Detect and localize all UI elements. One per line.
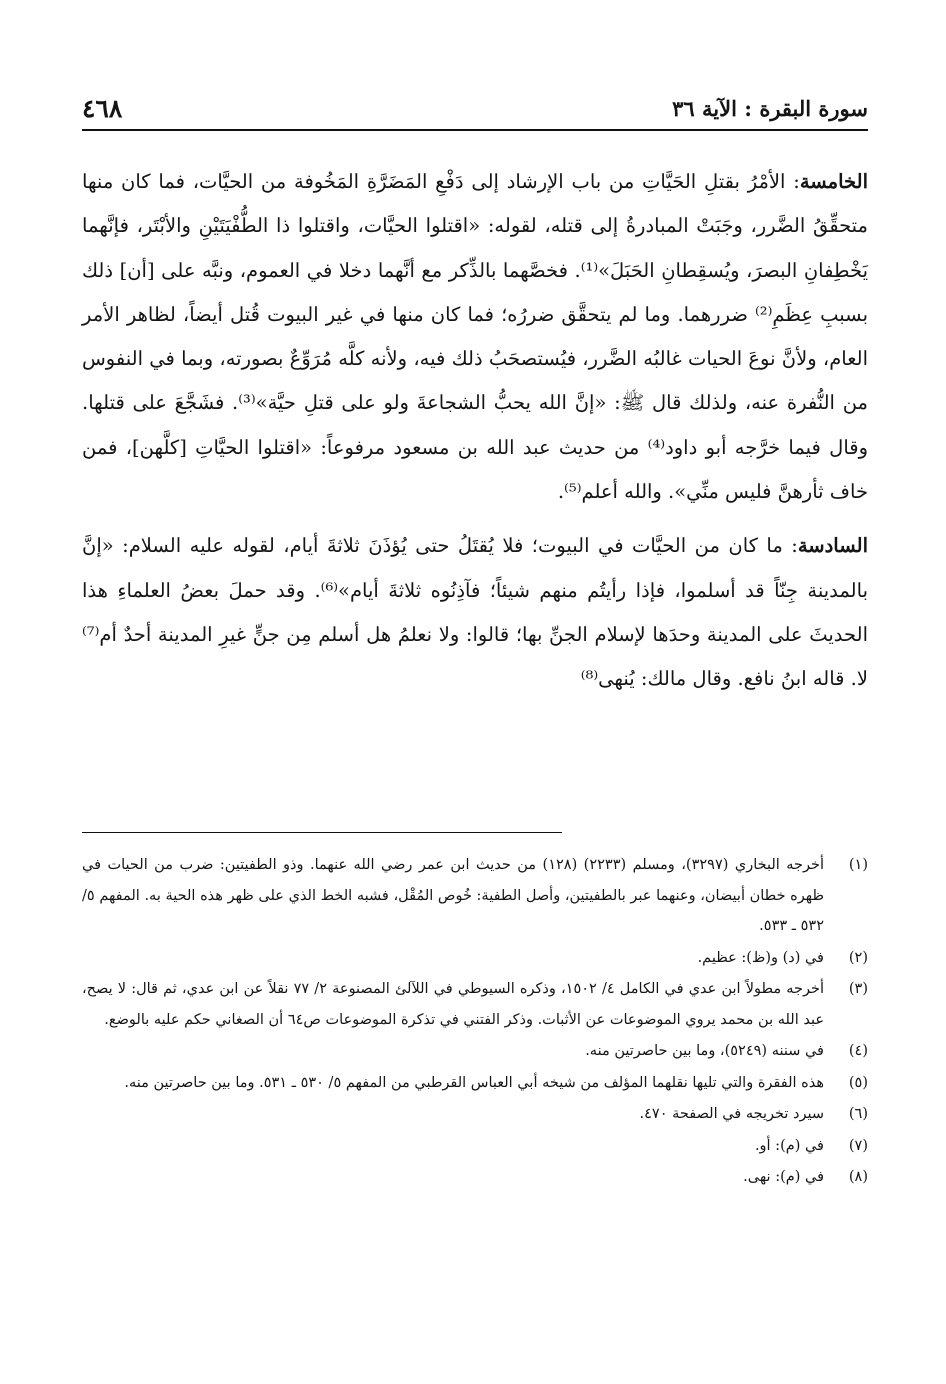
footnote-text: في (د) و(ظ): عظيم. bbox=[697, 949, 824, 966]
page-header bbox=[82, 86, 868, 126]
footnote-item bbox=[82, 1162, 868, 1193]
footnote-item bbox=[82, 1099, 868, 1130]
header-divider bbox=[82, 129, 868, 131]
paragraph-text: : الأمْرُ بقتلِ الحَيَّاتِ من باب الإرشاد إلى دَفْعِ المَضَرَّةِ المَخُوفة من الحيَّات، فما كان منها متحقِّقُ الضَّرر، وجَبَتْ المبادرةُ إلى قتله، لقوله: «اقتلوا الحيَّات، واقتلوا ذا الطُّفْيَتَيْنِ والأبْتَر، فإنَّهما يَخْطِفانِ البصرَ، ويُسقِطانِ الحَبَلَ»⁽¹⁾. فخصَّهما بالذِّكر مع أنَّهما دخلا في العموم، ونبَّه على [أن] ذلك بسببِ عِظَمِ⁽²⁾ ضررهما. وما لم يتحقَّق ضررُه؛ فما كان منها في غير البيوت قُتل أيضاً، لظاهر الأمر العام، ولأنَّ نوعَ الحيات غالبُه الضَّرر، فيُستصحَبُ ذلك فيه، ولأنه كلَّه مُرَوِّعٌ بصورته، وبما في النفوس من النُّفرة عنه، ولذلك قال ﷺ: «إنَّ الله يحبُّ الشجاعةَ ولو على قتلِ حيَّة»⁽³⁾. فشَجَّعَ على قتلها. وقال فيما خرَّجه أبو داود⁽⁴⁾ من حديث عبد الله بن مسعود مرفوعاً: «اقتلوا الحيَّاتِ [كلَّهن]، فمن خاف ثأرهنَّ فليس منِّي». والله أعلم⁽⁵⁾. bbox=[82, 170, 869, 504]
footnote-number: (٨) bbox=[848, 1169, 868, 1185]
footnote-text: أخرجه مطولاً ابن عدي في الكامل ٤/ ١٥٠٢، وذكره السيوطي في اللآلئ المصنوعة ٢/ ٧٧ نقلاً عن ابن عدي، ثم قال: لا يصح، عبد الله بن محمد يروي الموضوعات عن الأثبات. وذكر الفتني في تذكرة الموضوعات ص٦٤ أن الصغاني حكم عليه بالوضع. bbox=[82, 981, 824, 1028]
footnote-item bbox=[82, 943, 868, 974]
paragraph-lead: الخامسة bbox=[799, 170, 868, 193]
footnote-number: (١) bbox=[848, 857, 868, 873]
footnote-number: (٧) bbox=[848, 1137, 868, 1154]
book-page bbox=[82, 0, 868, 1384]
main-text bbox=[82, 160, 868, 702]
footnote-item bbox=[82, 1068, 868, 1099]
footnote-item bbox=[82, 1131, 868, 1162]
footnote-item bbox=[82, 850, 868, 942]
footnote-number: (٤) bbox=[848, 1043, 868, 1059]
paragraph-lead: السادسة bbox=[797, 534, 868, 558]
footnote-text: سيرد تخريجه في الصفحة ٤٧٠. bbox=[639, 1106, 824, 1122]
paragraph-text: : ما كان من الحيَّات في البيوت؛ فلا يُقتَلُ حتى يُؤذَنَ ثلاثةَ أيام، لقوله عليه السلام: «إنَّ بالمدينة جِنّاً قد أسلموا، فإذا رأيتُم منهم شيئاً؛ فآذِنُوه ثلاثةَ أيام»⁽⁶⁾. وقد حملَ بعضُ العلماءِ هذا الحديثَ على المدينة وحدَها لإسلام الجنِّ بها؛ قالوا: ولا نعلمُ هل أسلم مِن جنٍّ غيرِ المدينة أحدٌ أم⁽⁷⁾ لا. قاله ابنُ نافع. وقال مالك: يُنهى⁽⁸⁾ bbox=[82, 534, 868, 691]
footnote-text: في سننه (٥٢٤٩)، وما بين حاصرتين منه. bbox=[585, 1043, 824, 1059]
footnote-number: (٣) bbox=[848, 981, 868, 997]
paragraph-fifth bbox=[82, 160, 868, 514]
footnote-text: في (م): نهى. bbox=[743, 1169, 824, 1185]
paragraph-sixth bbox=[82, 524, 868, 701]
footnote-number: (٥) bbox=[848, 1074, 868, 1091]
footnote-text: هذه الفقرة والتي تليها نقلهما المؤلف من شيخه أبي العباس القرطبي من المفهم ٥/ ٥٣٠ ـ ٥٣١. وما بين حاصرتين منه. bbox=[124, 1074, 824, 1091]
footnote-divider bbox=[82, 832, 562, 833]
footnote-number: (٢) bbox=[848, 949, 868, 966]
running-title: سورة البقرة : الآية ٣٦ bbox=[672, 96, 868, 121]
footnote-number: (٦) bbox=[848, 1106, 868, 1122]
page-number: ٤٦٨ bbox=[82, 94, 123, 123]
footnote-item bbox=[82, 974, 868, 1035]
footnote-text: في (م): أو. bbox=[754, 1137, 824, 1154]
footnote-item bbox=[82, 1036, 868, 1067]
footnotes bbox=[82, 850, 868, 1194]
footnote-text: أخرجه البخاري (٣٢٩٧)، ومسلم (٢٢٣٣) (١٢٨) من حديث ابن عمر رضي الله عنهما. وذو الطفيتين: ضرب من الحيات في ظهره خطان أبيضان، وعنهما عبر بالطفيتين، وأصل الطفية: خُوص المُقْل، فشبه الخط الذي على ظهر هذه الحية به. المفهم ٥/ ٥٣٢ ـ ٥٣٣. bbox=[82, 857, 824, 934]
